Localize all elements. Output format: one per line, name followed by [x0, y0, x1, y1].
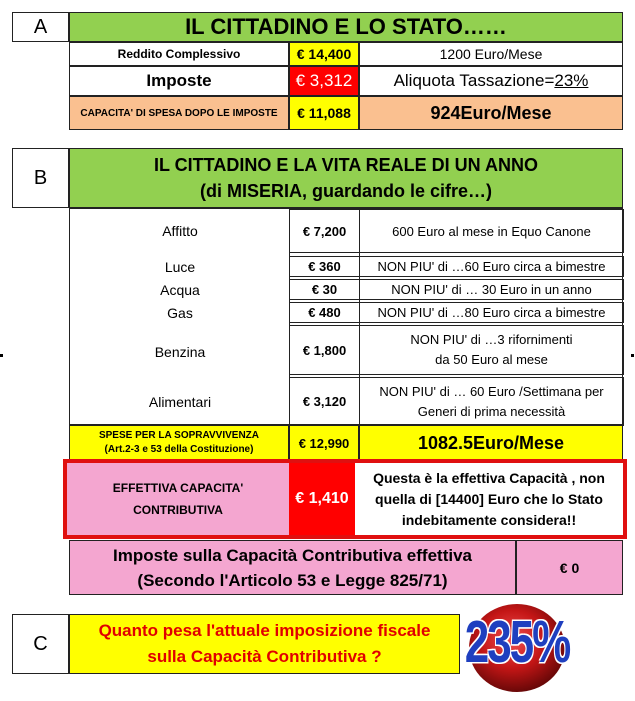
reddito-value: € 14,400 — [289, 42, 359, 66]
expense-note-alimentari — [359, 377, 624, 426]
expense-value-affitto: € 7,200 — [289, 209, 360, 253]
reddito-label: Reddito Complessivo — [69, 42, 289, 66]
expense-value-benzina: € 1,800 — [289, 325, 360, 375]
badge-text: 235% — [464, 609, 570, 676]
capacity-note — [355, 463, 623, 535]
imposte-value: € 3,312 — [289, 66, 359, 96]
expense-note-gas: NON PIU' di …80 Euro circa a bimestre — [359, 302, 624, 323]
section-a-letter: A — [12, 12, 69, 42]
tax-capacity-value: € 0 — [516, 540, 623, 595]
capacity-value: € 1,410 — [289, 463, 355, 535]
expense-value-acqua: € 30 — [289, 279, 360, 300]
survival-label-line1: SPESE PER LA SOPRAVVIVENZA — [98, 430, 260, 441]
survival-label-line2: (Art.2-3 e 53 della Costituzione) — [104, 444, 254, 455]
section-c-question-line1: Quanto pesa l'attuale imposizione fiscale — [98, 621, 431, 640]
expense-label-benzina: Benzina — [154, 344, 206, 360]
capacita-spesa-note: 924Euro/Mese — [359, 96, 623, 130]
expense-note-alimentari-line2: Generi di prima necessità — [417, 403, 566, 419]
survival-label — [69, 425, 289, 461]
capacity-note-line1: Questa è la effettiva Capacità , non — [373, 469, 605, 486]
capacity-note-line3: indebitamente considera!! — [401, 511, 577, 528]
section-b-letter: B — [12, 148, 69, 208]
expense-label-affitto: Affitto — [162, 223, 198, 239]
section-c-letter: C — [12, 614, 69, 674]
expense-note-acqua: NON PIU' di … 30 Euro in un anno — [359, 279, 624, 300]
tax-capacity-line2: (Secondo l'Articolo 53 e Legge 825/71) — [137, 570, 448, 590]
survival-note: 1082.5Euro/Mese — [359, 425, 623, 461]
expense-label-acqua: Acqua — [160, 282, 200, 298]
aliquota-prefix: Aliquota Tassazione= — [393, 71, 555, 90]
section-c-question — [69, 614, 460, 674]
expense-value-gas: € 480 — [289, 302, 360, 323]
imposte-label: Imposte — [69, 66, 289, 96]
aliquota-note — [359, 66, 623, 96]
expense-note-benzina — [359, 325, 624, 375]
capacity-label-line2: CONTRIBUTIVA — [133, 503, 223, 517]
tax-capacity-label — [69, 540, 516, 595]
capacity-label-line1: EFFETTIVA CAPACITA' — [112, 481, 244, 495]
right-edge-tick — [631, 354, 634, 357]
expense-note-alimentari-line1: NON PIU' di … 60 Euro /Settimana per — [379, 383, 604, 399]
expense-note-benzina-line1: NON PIU' di …3 rifornimenti — [410, 332, 573, 347]
percentage-badge — [462, 596, 572, 696]
capacita-spesa-value: € 11,088 — [289, 96, 359, 130]
tax-capacity-line1: Imposte sulla Capacità Contributiva effettiva — [113, 545, 472, 565]
expense-note-benzina-line2: da 50 Euro al mese — [435, 352, 548, 367]
section-a-title: IL CITTADINO E LO STATO…… — [69, 12, 623, 42]
expense-label-luce: Luce — [164, 259, 196, 275]
capacity-label — [67, 463, 289, 535]
capacity-note-line2: quella di [14400] Euro che lo Stato — [375, 490, 603, 507]
expense-note-luce: NON PIU' di …60 Euro circa a bimestre — [359, 256, 624, 277]
expense-label-gas: Gas — [167, 305, 193, 321]
section-c-question-line2: sulla Capacità Contributiva ? — [147, 647, 382, 666]
expense-value-alimentari: € 3,120 — [289, 377, 360, 426]
aliquota-value: 23% — [554, 71, 589, 90]
expenses-table — [69, 208, 623, 425]
section-b-title — [69, 148, 623, 208]
expense-value-luce: € 360 — [289, 256, 360, 277]
reddito-note: 1200 Euro/Mese — [359, 42, 623, 66]
expense-note-affitto: 600 Euro al mese in Equo Canone — [359, 209, 624, 253]
section-b-title-line1: IL CITTADINO E LA VITA REALE DI UN ANNO — [154, 155, 538, 175]
survival-value: € 12,990 — [289, 425, 359, 461]
capacita-spesa-label: CAPACITA' DI SPESA DOPO LE IMPOSTE — [69, 96, 289, 130]
section-b-title-line2: (di MISERIA, guardando le cifre…) — [199, 181, 493, 201]
left-edge-tick — [0, 354, 3, 357]
expense-label-alimentari: Alimentari — [148, 394, 212, 410]
